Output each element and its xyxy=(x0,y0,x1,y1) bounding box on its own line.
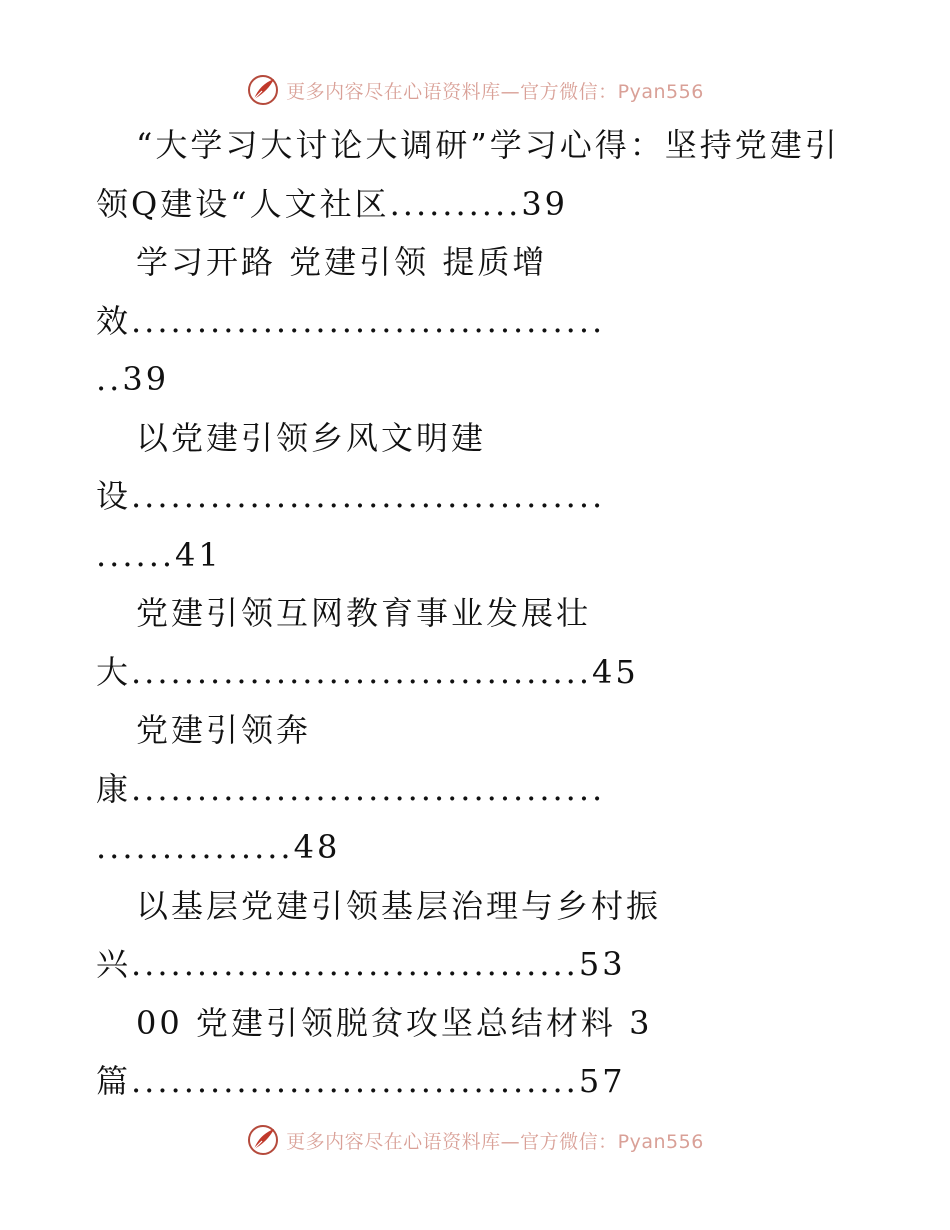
toc-entry-continuation: 篇..................................57 xyxy=(96,1062,626,1100)
toc-entry-page: ......41 xyxy=(96,535,222,574)
watermark-text: 更多内容尽在心语资料库—官方微信：Pyan556 xyxy=(286,1130,704,1153)
toc-entry-title: 00 党建引领脱贫攻坚总结材料 3 xyxy=(136,1003,653,1042)
toc-entry-title: 党建引领互网教育事业发展壮 xyxy=(136,594,592,632)
toc-entry-continuation: 大...................................45 xyxy=(96,652,639,691)
toc-entry-title: 以党建引领乡风文明建 xyxy=(136,418,487,457)
watermark-banner-bottom xyxy=(0,1120,950,1160)
toc-entry-title: 以基层党建引领基层治理与乡村振 xyxy=(136,886,662,925)
toc-entry-continuation: 设.................................... xyxy=(96,477,606,515)
toc-entry-continuation: 效.................................... xyxy=(96,301,606,340)
toc-entry-page: ..39 xyxy=(96,360,170,398)
toc-entry-title: “大学习大讨论大调研”学习心得：坚持党建引 xyxy=(136,126,840,164)
toc-entry-continuation: 康.................................... xyxy=(96,769,606,808)
feather-pen-logo-icon xyxy=(246,73,280,107)
table-of-contents xyxy=(96,116,856,1111)
toc-entry-continuation: 领Q建设“人文社区..........39 xyxy=(96,184,569,223)
toc-entry-title: 学习开路 党建引领 提质增 xyxy=(136,243,548,281)
watermark-banner-top xyxy=(0,70,950,110)
feather-pen-logo-icon xyxy=(246,1123,280,1157)
toc-entry-continuation: 兴..................................53 xyxy=(96,945,626,983)
toc-entry-title: 党建引领奔 xyxy=(136,711,312,749)
toc-entry-page: ...............48 xyxy=(96,828,341,866)
watermark-text: 更多内容尽在心语资料库—官方微信：Pyan556 xyxy=(286,80,704,103)
